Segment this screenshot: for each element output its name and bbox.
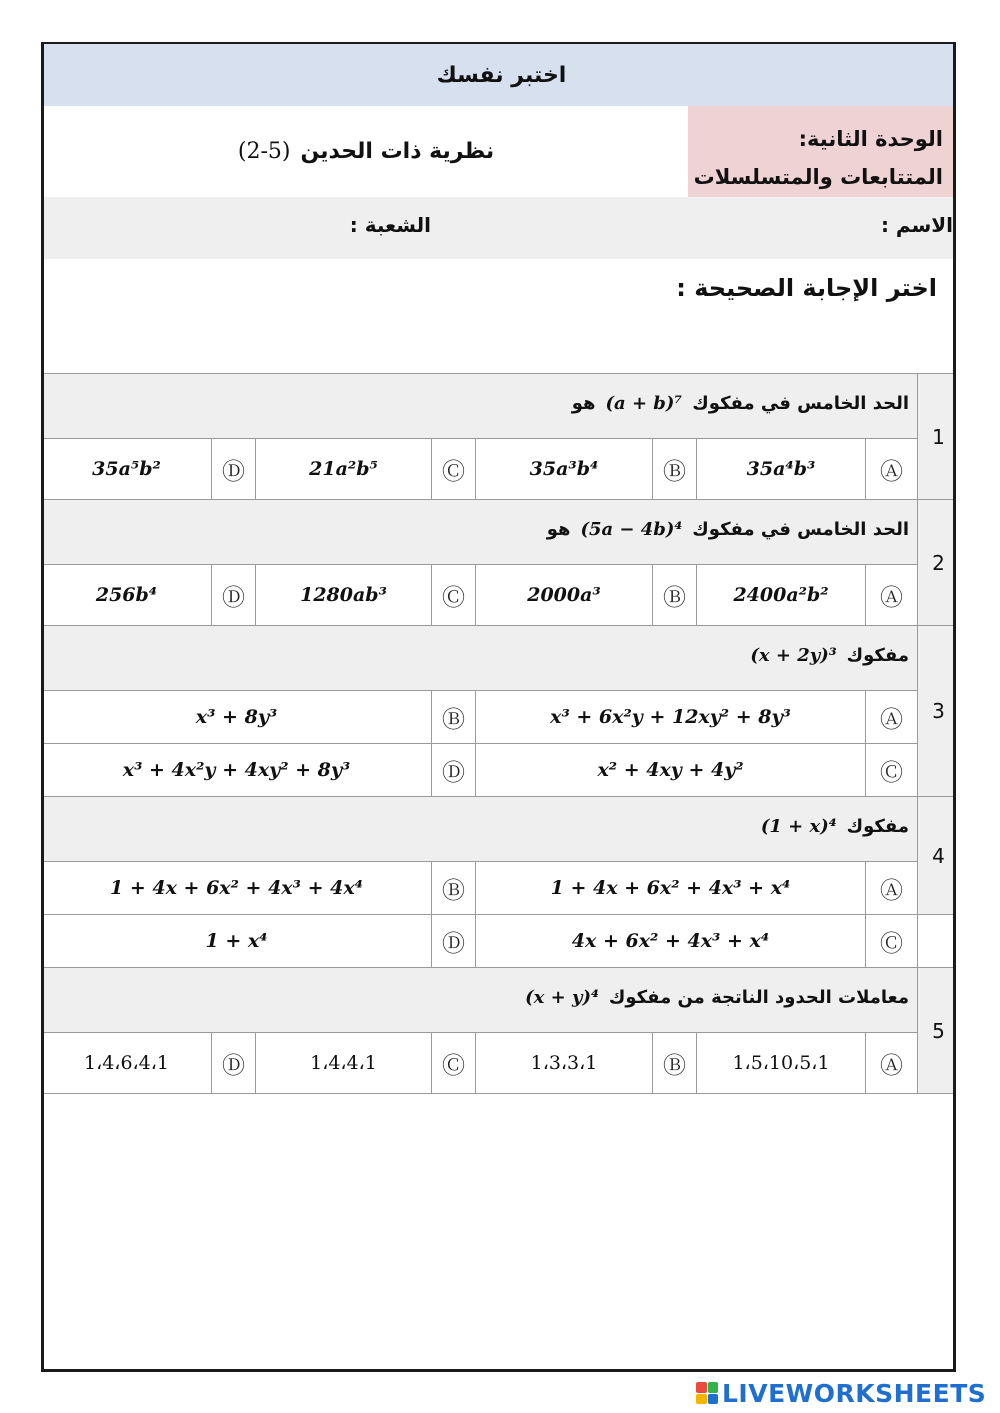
logo-grid-icon xyxy=(696,1382,718,1404)
choice-a-answer[interactable]: 35a⁴b³ xyxy=(697,439,866,500)
choice-a-marker[interactable]: Ⓐ xyxy=(866,862,918,915)
choice-a-answer[interactable]: x³ + 6x²y + 12xy² + 8y³ xyxy=(476,691,866,744)
question-4-text: مفكوك(1 + x)⁴ xyxy=(42,797,918,862)
choice-b-answer[interactable]: 1،3،3،1 xyxy=(476,1033,653,1094)
choice-a-answer[interactable]: 1،5،10،5،1 xyxy=(697,1033,866,1094)
worksheet xyxy=(41,42,956,1372)
question-2-text: الحد الخامس في مفكوك(5a − 4b)⁴هو xyxy=(42,500,918,565)
question-2-choices xyxy=(42,565,957,626)
unit-title: المتتابعات والمتسلسلات xyxy=(693,165,943,189)
choice-c-marker[interactable]: Ⓒ xyxy=(432,439,476,500)
question-1-expression: (a + b)⁷ xyxy=(605,392,683,414)
empty-cell xyxy=(918,915,957,968)
liveworksheets-logo xyxy=(696,1380,996,1406)
choice-c-answer[interactable]: 1280ab³ xyxy=(256,565,432,626)
lesson-number: (2-5) xyxy=(237,139,291,164)
worksheet-title: اختبر نفسك xyxy=(44,44,956,106)
choice-c-answer[interactable]: 21a²b⁵ xyxy=(256,439,432,500)
question-5-row xyxy=(42,968,957,1033)
choice-b-marker[interactable]: Ⓑ xyxy=(653,1033,697,1094)
choice-b-answer[interactable]: 1 + 4x + 6x² + 4x³ + 4x⁴ xyxy=(42,862,432,915)
choice-b-marker[interactable]: Ⓑ xyxy=(432,862,476,915)
choice-a-marker[interactable]: Ⓐ xyxy=(866,691,918,744)
question-3-row xyxy=(42,626,957,691)
choice-d-marker[interactable]: Ⓓ xyxy=(212,1033,256,1094)
question-3-number: 3 xyxy=(918,626,957,797)
question-5-number: 5 xyxy=(918,968,957,1094)
question-3-text: مفكوك(x + 2y)³ xyxy=(42,626,918,691)
choice-c-marker[interactable]: Ⓒ xyxy=(432,1033,476,1094)
question-1-choices xyxy=(42,439,957,500)
choice-a-marker[interactable]: Ⓐ xyxy=(866,439,918,500)
choice-d-answer[interactable]: 1،4،6،4،1 xyxy=(42,1033,212,1094)
questions-table xyxy=(41,373,956,1094)
choice-d-marker[interactable]: Ⓓ xyxy=(212,565,256,626)
choice-d-answer[interactable]: 1 + x⁴ xyxy=(42,915,432,968)
question-4-choices-ab xyxy=(42,862,957,915)
question-2-expression: (5a − 4b)⁴ xyxy=(580,518,683,540)
question-1-row xyxy=(42,374,957,439)
question-3-choices-cd xyxy=(42,744,957,797)
choice-b-marker[interactable]: Ⓑ xyxy=(653,565,697,626)
choice-d-marker[interactable]: Ⓓ xyxy=(432,744,476,797)
question-5-choices xyxy=(42,1033,957,1094)
question-4-expression: (1 + x)⁴ xyxy=(760,815,837,837)
choice-b-answer[interactable]: 35a³b⁴ xyxy=(476,439,653,500)
choice-c-marker[interactable]: Ⓒ xyxy=(866,744,918,797)
choice-c-marker[interactable]: Ⓒ xyxy=(432,565,476,626)
choice-d-marker[interactable]: Ⓓ xyxy=(432,915,476,968)
choice-b-answer[interactable]: 2000a³ xyxy=(476,565,653,626)
choice-d-answer[interactable]: 35a⁵b² xyxy=(42,439,212,500)
choice-a-marker[interactable]: Ⓐ xyxy=(866,1033,918,1094)
question-3-choices-ab xyxy=(42,691,957,744)
question-2-row xyxy=(42,500,957,565)
choice-b-marker[interactable]: Ⓑ xyxy=(432,691,476,744)
choice-c-marker[interactable]: Ⓒ xyxy=(866,915,918,968)
lesson-title: نظرية ذات الحدين xyxy=(300,139,495,164)
choice-d-answer[interactable]: 256b⁴ xyxy=(42,565,212,626)
unit-number: الوحدة الثانية: xyxy=(798,127,943,151)
instruction: اختر الإجابة الصحيحة : xyxy=(676,274,937,302)
choice-c-answer[interactable]: x² + 4xy + 4y² xyxy=(476,744,866,797)
choice-a-answer[interactable]: 2400a²b² xyxy=(697,565,866,626)
choice-c-answer[interactable]: 4x + 6x² + 4x³ + x⁴ xyxy=(476,915,866,968)
choice-d-marker[interactable]: Ⓓ xyxy=(212,439,256,500)
question-5-expression: (x + y)⁴ xyxy=(525,986,599,1008)
question-1-text: الحد الخامس في مفكوك(a + b)⁷هو xyxy=(42,374,918,439)
question-4-number: 4 xyxy=(918,797,957,915)
question-1-number: 1 xyxy=(918,374,957,500)
choice-a-answer[interactable]: 1 + 4x + 6x² + 4x³ + x⁴ xyxy=(476,862,866,915)
choice-c-answer[interactable]: 1،4،4،1 xyxy=(256,1033,432,1094)
brand-name: LIVEWORKSHEETS xyxy=(722,1378,987,1408)
question-4-choices-cd xyxy=(42,915,957,968)
question-4-row xyxy=(42,797,957,862)
choice-b-answer[interactable]: x³ + 8y³ xyxy=(42,691,432,744)
question-5-text: معاملات الحدود الناتجة من مفكوك(x + y)⁴ xyxy=(42,968,918,1033)
section-label: الشعبة : xyxy=(349,213,431,237)
question-2-number: 2 xyxy=(918,500,957,626)
lesson-heading xyxy=(44,106,688,197)
choice-b-marker[interactable]: Ⓑ xyxy=(653,439,697,500)
choice-a-marker[interactable]: Ⓐ xyxy=(866,565,918,626)
question-3-expression: (x + 2y)³ xyxy=(750,644,837,666)
name-label: الاسم : xyxy=(880,213,953,237)
student-info-row xyxy=(44,197,956,259)
choice-d-answer[interactable]: x³ + 4x²y + 4xy² + 8y³ xyxy=(42,744,432,797)
unit-heading xyxy=(688,106,956,197)
